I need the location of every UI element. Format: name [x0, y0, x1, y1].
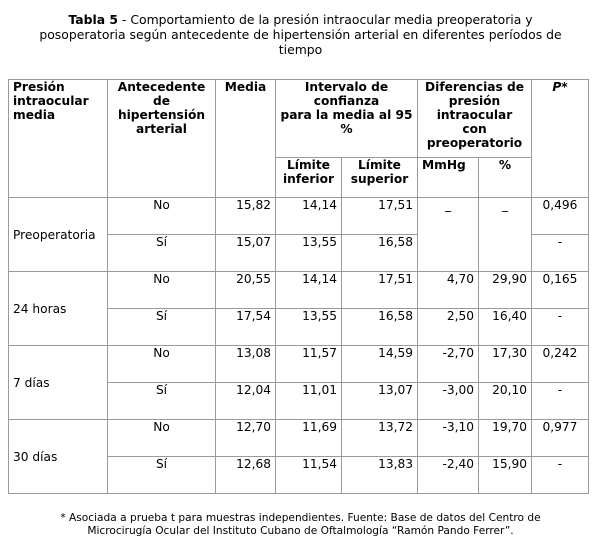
ls-cell: 17,51 [342, 198, 418, 235]
li-cell: 13,55 [276, 309, 342, 346]
ant-cell: Sí [108, 309, 216, 346]
media-cell: 17,54 [216, 309, 276, 346]
media-cell: 15,82 [216, 198, 276, 235]
li-cell: 11,54 [276, 457, 342, 494]
media-cell: 12,04 [216, 383, 276, 420]
mmhg-cell: -2,40 [418, 457, 479, 494]
ls-cell: 13,72 [342, 420, 418, 457]
pct-cell: 17,30 [479, 346, 532, 383]
p-cell: - [532, 457, 589, 494]
period-cell: Preoperatoria [9, 198, 108, 272]
caption-separator: - [118, 12, 131, 27]
li-cell: 11,57 [276, 346, 342, 383]
ls-cell: 13,07 [342, 383, 418, 420]
mmhg-cell: -3,10 [418, 420, 479, 457]
mmhg-cell: _ [418, 198, 479, 272]
mmhg-cell: -2,70 [418, 346, 479, 383]
media-cell: 20,55 [216, 272, 276, 309]
table-row [9, 420, 589, 457]
footnote-line-1: * Asociada a prueba t para muestras independientes. Fuente: Base de datos del Centro de [60, 512, 541, 524]
caption-line-1 [0, 12, 601, 27]
header-antecedente: Antecedente de hipertensión arterial [108, 80, 216, 198]
table-row [9, 346, 589, 383]
ls-cell: 16,58 [342, 235, 418, 272]
data-table [8, 79, 589, 494]
ls-cell: 17,51 [342, 272, 418, 309]
p-cell: - [532, 383, 589, 420]
header-media: Media [216, 80, 276, 198]
li-cell: 13,55 [276, 235, 342, 272]
p-cell: 0,165 [532, 272, 589, 309]
p-cell: 0,496 [532, 198, 589, 235]
li-cell: 11,01 [276, 383, 342, 420]
ant-cell: Sí [108, 235, 216, 272]
header-pct: % [479, 158, 532, 198]
header-limite-inferior: Límite inferior [276, 158, 342, 198]
table-caption [0, 12, 601, 57]
header-presion: Presión intraocular media [9, 80, 108, 198]
table-row [9, 198, 589, 235]
li-cell: 14,14 [276, 272, 342, 309]
mmhg-cell: 4,70 [418, 272, 479, 309]
header-mmhg: MmHg [418, 158, 479, 198]
ant-cell: No [108, 272, 216, 309]
li-cell: 11,69 [276, 420, 342, 457]
ant-cell: No [108, 346, 216, 383]
header-diferencias: Diferencias de presión intraocular con preoperatorio [418, 80, 532, 158]
period-cell: 30 días [9, 420, 108, 494]
media-cell: 15,07 [216, 235, 276, 272]
ant-cell: Sí [108, 383, 216, 420]
footnote [0, 512, 601, 538]
header-limite-superior: Límite superior [342, 158, 418, 198]
pct-cell: 16,40 [479, 309, 532, 346]
ls-cell: 13,83 [342, 457, 418, 494]
table-row [9, 272, 589, 309]
ant-cell: No [108, 198, 216, 235]
ls-cell: 16,58 [342, 309, 418, 346]
p-cell: 0,977 [532, 420, 589, 457]
pct-cell: 20,10 [479, 383, 532, 420]
caption-line-3: tiempo [278, 42, 323, 57]
media-cell: 12,70 [216, 420, 276, 457]
p-cell: - [532, 309, 589, 346]
pct-cell: 15,90 [479, 457, 532, 494]
ant-cell: Sí [108, 457, 216, 494]
header-intervalo: Intervalo de confianza para la media al 95 % [276, 80, 418, 158]
period-cell: 7 días [9, 346, 108, 420]
caption-text-1: Comportamiento de la presión intraocular media preoperatoria y [130, 12, 533, 27]
media-cell: 12,68 [216, 457, 276, 494]
header-p: P* [532, 80, 589, 198]
period-cell: 24 horas [9, 272, 108, 346]
ls-cell: 14,59 [342, 346, 418, 383]
caption-label: Tabla 5 [68, 12, 119, 27]
pct-cell: 19,70 [479, 420, 532, 457]
mmhg-cell: 2,50 [418, 309, 479, 346]
ant-cell: No [108, 420, 216, 457]
caption-line-2: posoperatoria según antecedente de hipertensión arterial en diferentes períodos de [39, 27, 562, 42]
footnote-line-2: Microcirugía Ocular del Instituto Cubano de Oftalmología “Ramón Pando Ferrer”. [87, 525, 514, 537]
media-cell: 13,08 [216, 346, 276, 383]
pct-cell: _ [479, 198, 532, 272]
p-cell: - [532, 235, 589, 272]
p-cell: 0,242 [532, 346, 589, 383]
mmhg-cell: -3,00 [418, 383, 479, 420]
li-cell: 14,14 [276, 198, 342, 235]
pct-cell: 29,90 [479, 272, 532, 309]
